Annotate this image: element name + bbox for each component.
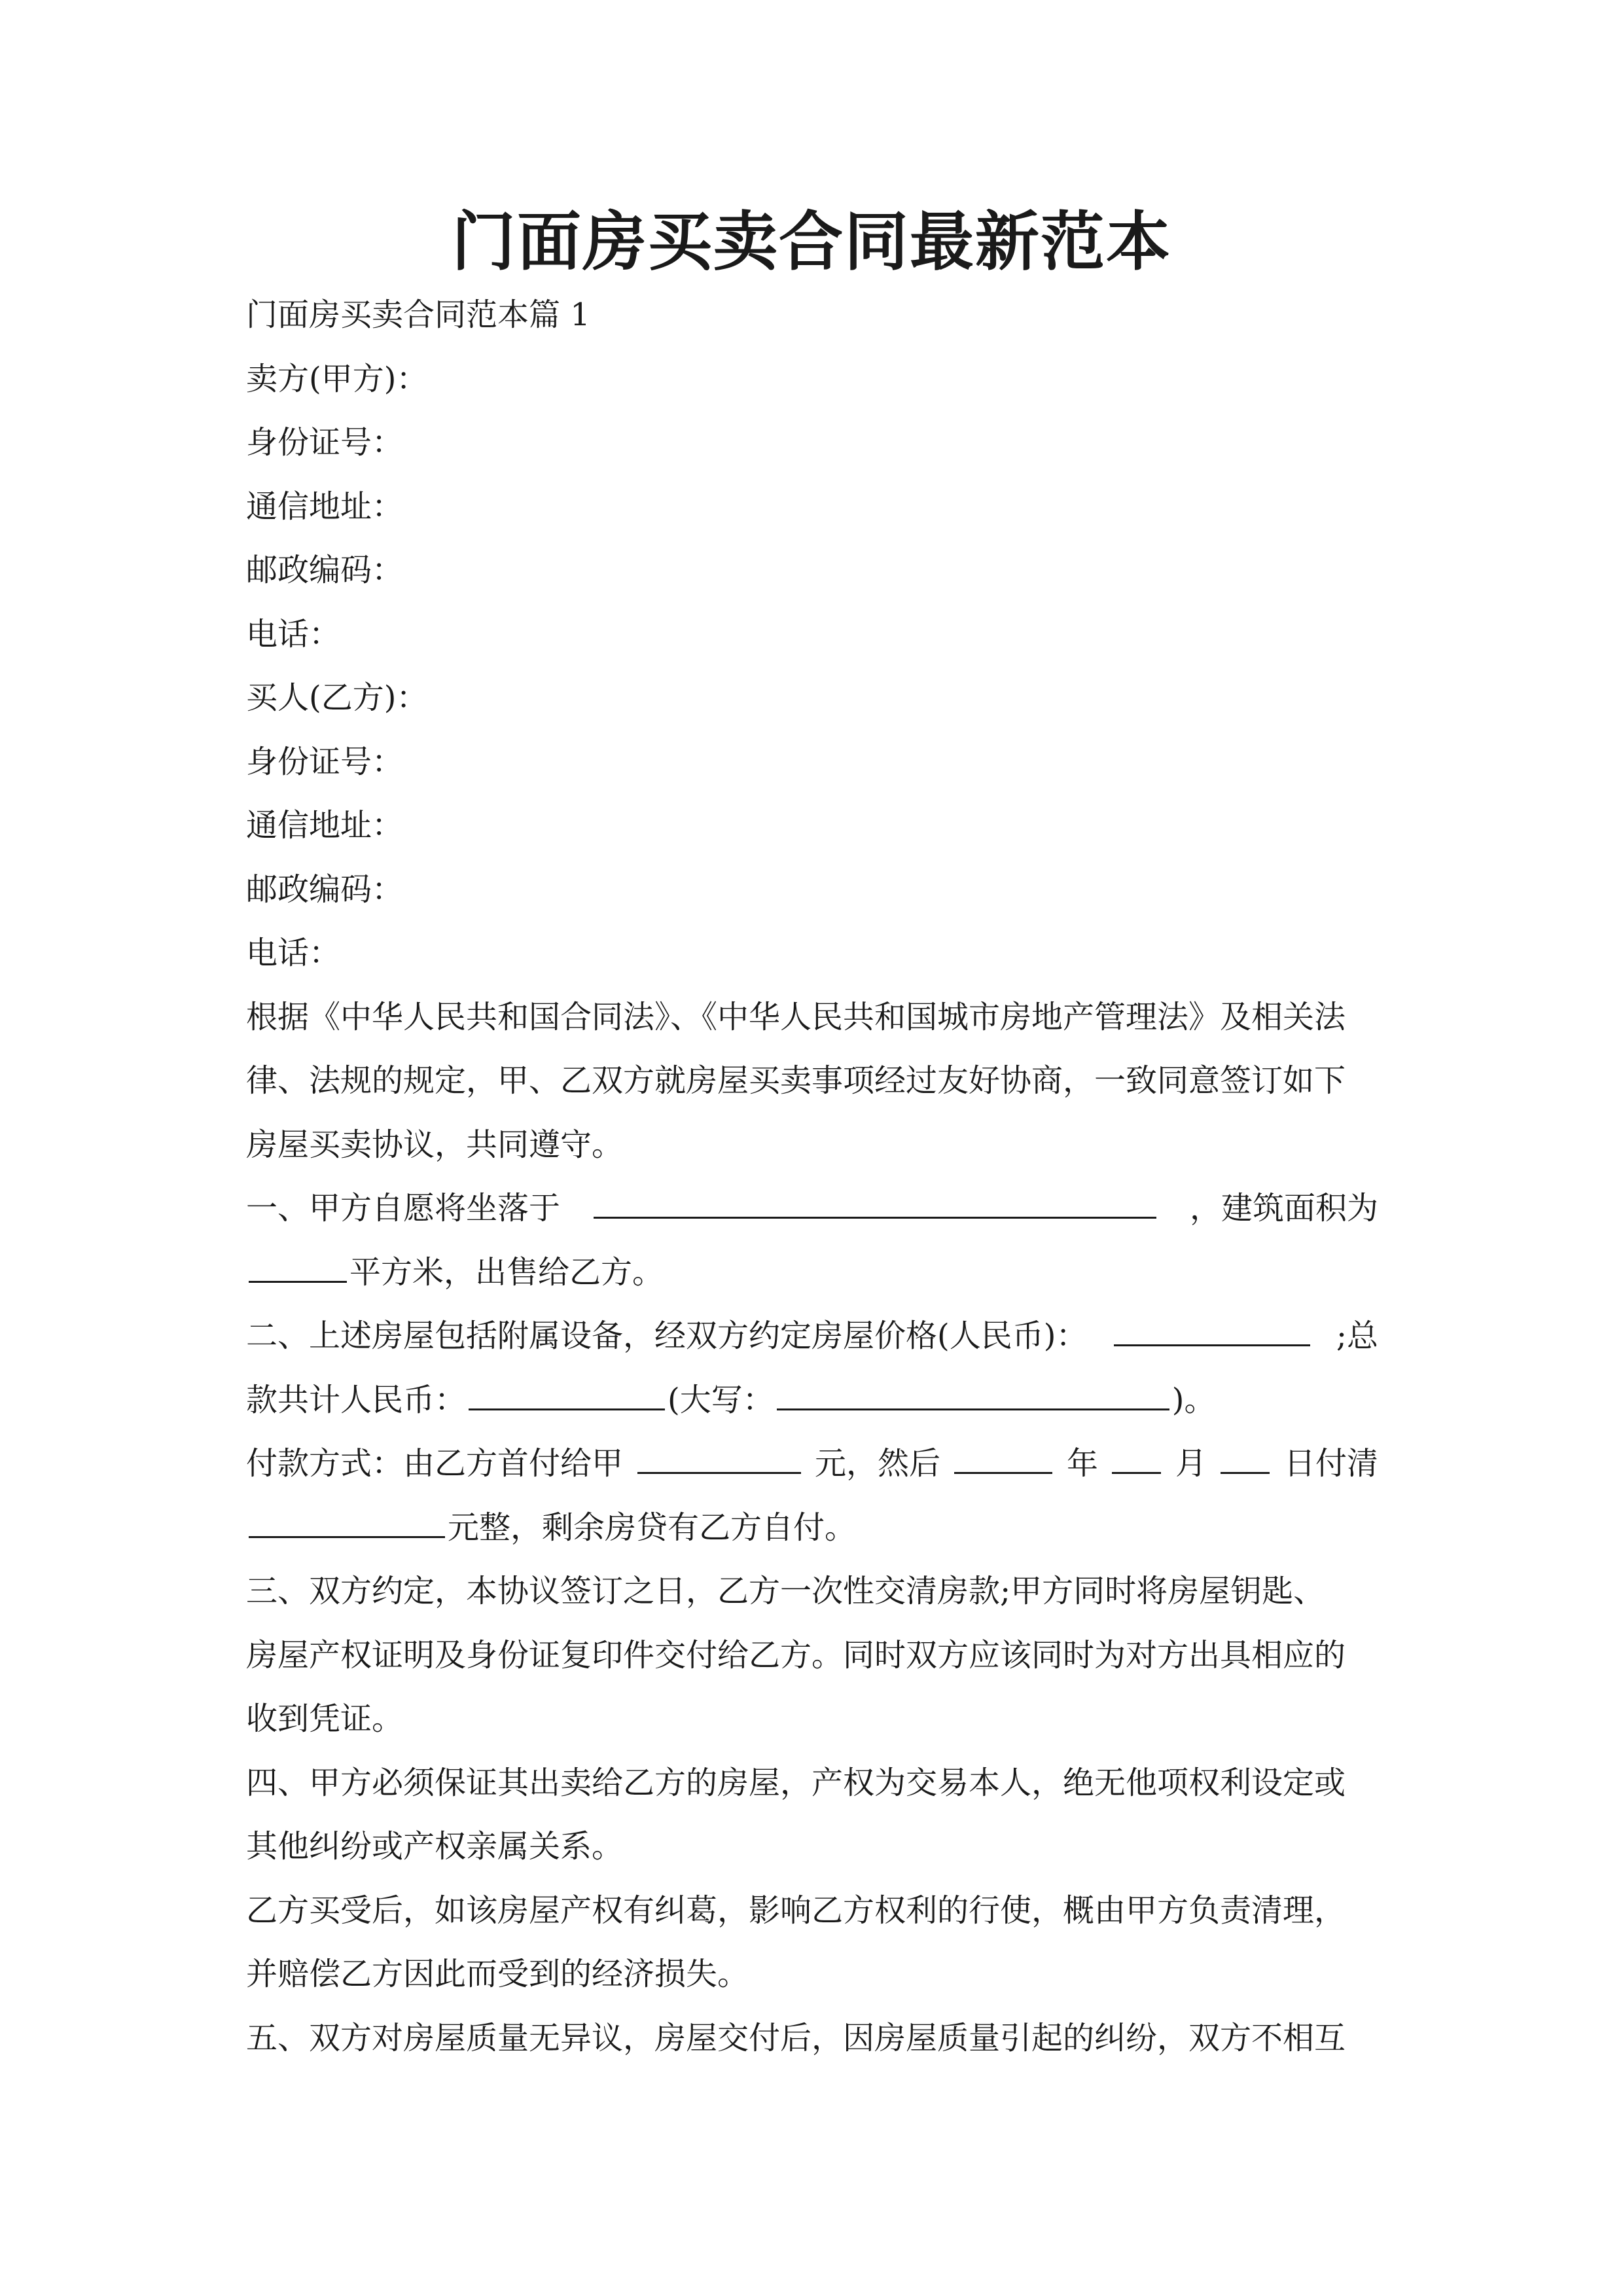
clause-3-line-3: 收到凭证。 [246,1700,404,1737]
payment-text-a: 付款方式：由乙方首付给甲 [246,1445,624,1482]
seller-label: 卖方(甲方)： [246,360,428,397]
clause-4b-line-1: 乙方买受后，如该房屋产权有纠葛，影响乙方权利的行使，概由甲方负责清理， [246,1892,1346,1929]
clause-2-line-1 [246,1304,1378,1369]
buyer-id-label: 身份证号： [246,743,404,780]
payment-text-e: 日付清 [1283,1445,1378,1482]
payment-year-blank [954,1435,1052,1474]
clause-1-text-c: 平方米，出售给乙方。 [349,1253,664,1291]
building-area-blank [249,1244,347,1283]
document-subtitle: 门面房买卖合同范本篇 1 [246,296,590,333]
clause-5-line-1: 五、双方对房屋质量无异议，房屋交付后，因房屋质量引起的纠纷，双方不相互 [246,2019,1346,2056]
buyer-label: 买人(乙方)： [246,679,428,716]
clause-2-text-d: (大写： [668,1381,774,1418]
seller-postcode-label: 邮政编码： [246,552,404,588]
preamble-line-2: 律、法规的规定，甲、乙双方就房屋买卖事项经过友好协商，一致同意签订如下 [246,1062,1346,1099]
clause-2-text-e: )。 [1171,1381,1216,1418]
amount-in-words-blank [777,1372,1169,1410]
document-body [246,283,1378,2070]
payment-text-f: 元整，剩余房贷有乙方自付。 [448,1509,857,1546]
clause-2-text-b: ;总 [1336,1318,1378,1354]
buyer-phone-label: 电话： [246,935,341,971]
preamble-line-1: 根据《中华人民共和国合同法》、《中华人民共和国城市房地产管理法》及相关法 [246,998,1346,1035]
payment-line-1 [246,1432,1378,1496]
payment-month-blank [1112,1435,1161,1474]
clause-4b-line-2: 并赔偿乙方因此而受到的经济损失。 [246,1956,749,1992]
clause-1-text-a: 一、甲方自愿将坐落于 [246,1190,561,1227]
payment-day-blank [1221,1435,1270,1474]
payment-text-d: 月 [1175,1445,1207,1482]
clause-1-line-2 [246,1241,1378,1305]
final-payment-blank [249,1499,445,1538]
seller-id-label: 身份证号： [246,424,404,461]
payment-line-2 [246,1496,1378,1560]
buyer-address-label: 通信地址： [246,807,404,844]
buyer-postcode-label: 邮政编码： [246,870,404,908]
payment-text-b: 元，然后 [814,1445,940,1482]
payment-text-c: 年 [1066,1445,1098,1482]
clause-2-text-c: 款共计人民币： [246,1381,467,1418]
preamble-line-3: 房屋买卖协议，共同遵守。 [246,1126,624,1163]
clause-1-line-1 [246,1177,1378,1241]
seller-address-label: 通信地址： [246,488,404,525]
seller-phone-label: 电话： [246,615,341,653]
document-title: 门面房买卖合同最新范本 [451,204,1171,279]
clause-2-text-a: 二、上述房屋包括附属设备，经双方约定房屋价格(人民币)： [246,1318,1088,1354]
property-location-blank [594,1180,1156,1219]
house-price-blank [1114,1308,1310,1346]
total-amount-blank [469,1372,665,1410]
clause-3-line-1: 三、双方约定，本协议签订之日，乙方一次性交清房款;甲方同时将房屋钥匙、 [246,1573,1325,1609]
clause-4-line-2: 其他纠纷或产权亲属关系。 [246,1828,624,1865]
clause-3-line-2: 房屋产权证明及身份证复印件交付给乙方。同时双方应该同时为对方出具相应的 [246,1636,1346,1674]
clause-4-line-1: 四、甲方必须保证其出卖给乙方的房屋，产权为交易本人，绝无他项权利设定或 [246,1764,1346,1801]
clause-2-line-2 [246,1369,1378,1433]
down-payment-blank [637,1435,801,1474]
clause-1-text-b: ，建筑面积为 [1189,1190,1378,1227]
